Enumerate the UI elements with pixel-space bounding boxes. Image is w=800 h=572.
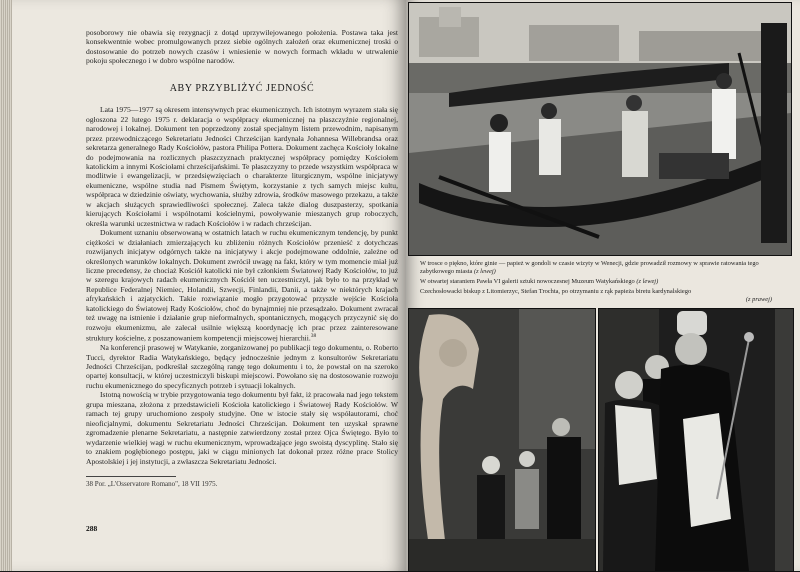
footnote-reference: 38 xyxy=(310,333,317,340)
section-heading: ABY PRZYBLIŻYĆ JEDNOŚĆ xyxy=(169,82,315,94)
venice-gondola-illustration xyxy=(409,3,791,255)
gallery-photo xyxy=(408,308,596,572)
page-number: 288 xyxy=(86,524,98,533)
body-paragraph-2-text: Dokument uznaniu obserwowaną w ostatnich latach w ruchu ekumenicznym tendencję, by punkt ciężkości w działaniach zmierzających ku zbliżeniu różnych Kościołów przenieść z dotychczas rozwijanych inicjatyw odgórnych także na inicjatywy i akcje podejmowane oddolnie, zależne od określonych warunków lokalnych. Dokument zwrócił uwagę na fakt, który w tym momencie miał już liczne precedensy, że chociaż Kościół katolicki nie był członkiem Światowej Rady Kościołów, to już w szeregu krajowych radach ekumenicznych Kościół ten uczestniczył, jak było to na przykład w Republice Federalnej Niemiec, Holandii, Szwecji, Finlandii, Danii, a także w niektórych krajach afrykańskich i azjatyckich. Takie rozwiązanie mogło przygotować przyszłe wejście Kościoła katolickiego do Światowej Rady Kościołów, choć do bynajmniej nie przesądzało. Dokument zwracał też uwagę na istnienie i działanie grup nieformalnych, spontanicznych, mogących przyczynić się do rozwoju ekumenizmu, ale zalecał usilnie większą koordynację ich prac przez zainteresowane struktury kościelne, z poszanowaniem kompetencji miejscowej hierarchii. xyxy=(86,228,398,343)
venice-gondola-photo xyxy=(408,2,792,256)
gallery-illustration xyxy=(409,309,595,571)
caption-cardinal-text: Czechosłowacki biskup z Litomierzyc, Stefan Trochta, po otrzymaniu z rąk papieża biretu kardynalskiego xyxy=(420,288,692,295)
caption-venice xyxy=(420,260,772,276)
footnote-divider xyxy=(86,476,176,477)
caption-gallery-credit: (z lewej) xyxy=(636,278,659,285)
body-paragraph-1: Lata 1975—1977 są okresem intensywnych prac ekumenicznych. Ich istotnym wyrazem stała się ogłoszona 22 lutego 1975 r. deklaracja o współpracy ekumenicznej na płaszczyźnie regionalnej, narodowej i lokalnej. Dokument ten poprzedzony został specjalnym listem przewodnim, napisanym przez przewodniczącego Sekretariatu Jedności Chrześcijan kardynała Johannesa Willebrandsa oraz sekretarza generalnego Rady Kościołów, pastora Philipa Pottera. Dokument zachęca Kościoły lokalne do podejmowania na rozlicznych płaszczyznach praktycznej współpracy pomiędzy Kościołem katolickim a innymi Kościołami chrześcijańskimi. Te płaszczyzny to przede wszystkim współpraca w modlitwie i ewangelizacji, w przedsięwzięciach o charakterze liturgicznym, wspólne inicjatywy ekumeniczne, wspólne studia nad Pismem Świętym, korzystanie z tych samych miejsc kultu, współpraca w dziedzinie oświaty, wychowania, służby zdrowia, środków masowego przekazu, a także w akcjach służących sprawiedliwości społecznej. Zaleca także dialog duszpasterzy, spotkania kierujących Kościołami i wspólnotami kościelnymi, powoływanie mieszanych grup roboczych, określa warunki uczestnictwa w radach Kościołów i w radach chrześcijan. xyxy=(86,105,398,228)
intro-paragraph: posoborowy nie obawia się rezygnacji z dotąd uprzywilejowanego położenia. Postawa taka jest konsekwentnie wobec promulgowanych przez siebie ogólnych założeń oraz ekumenicznej troski o dostosowanie do potrzeb nowych czasów i wniesienie w nowych formach wkładu w utrwalenie pokoju społecznego i w dobro wspólne narodów. xyxy=(86,28,398,66)
page-edge-stack xyxy=(0,0,12,571)
cardinal-illustration xyxy=(599,309,793,571)
right-page xyxy=(406,0,800,571)
body-paragraph-2 xyxy=(86,228,398,343)
caption-venice-credit: (z lewej) xyxy=(473,268,496,275)
left-page xyxy=(10,0,406,571)
body-paragraph-3: Na konferencji prasowej w Watykanie, zorganizowanej po publikacji tego dokumentu, o. Roberto Tucci, dyrektor Radia Watykańskiego, będący jednocześnie jednym z konsultorów Sekretariatu Jedności Chrześcijan, podkreślał szczególną rangę tego dokumentu i to, że powstał on na szeroko opartej konsultacji, w której uczestniczyli biskupi miejscowi. Powołano się na dostosowanie rozwoju ruchu ekumenicznego do specyficznych potrzeb i sytuacji lokalnych. xyxy=(86,343,398,390)
caption-cardinal xyxy=(420,288,772,304)
caption-venice-text: W trosce o piękno, które ginie — papież w gondoli w czasie wizyty w Wenecji, gdzie prowadził rozmowy w sprawie ratowania tego zabytkowego miasta xyxy=(420,260,759,275)
caption-cardinal-credit: (z prawej) xyxy=(745,296,772,303)
cardinal-photo xyxy=(598,308,794,572)
caption-gallery xyxy=(420,278,772,286)
body-paragraph-4: Istotną nowością w trybie przygotowania tego dokumentu był fakt, iż pracowała nad jego tekstem grupa mieszana, złożona z przedstawicieli Kościoła katolickiego i Światowej Rady Kościołów. W ramach tej grupy uruchomiono zespoły studyjne. One w istocie stały się współautorami, choć nieoficjalnymi, dokumentu Sekretariatu Jedności Chrześcijan. Dokument ten uzyskał sprawne zgromadzenie plenarne Sekretariatu, a następnie zatwierdzony został przez Ojca Świętego. Było to wydarzenie wielkiej wagi w ruchu ekumenicznym, wprowadzające jego swoistą dyscyplinę. Stało się to znakiem pogłębionego postępu, jaki w ciągu minionych lat dokonał przez różne prace Stolicy Apostolskiej i jej instytucji, a zwłaszcza Sekretariatu Jedności. xyxy=(86,390,398,466)
left-text-column xyxy=(86,28,398,489)
footnote: 38 Por. „L'Osservatore Romano", 18 VII 1975. xyxy=(86,480,218,489)
caption-gallery-text: W otwartej staraniem Pawła VI galerii sztuki nowoczesnej Muzeum Watykańskiego xyxy=(420,278,635,285)
